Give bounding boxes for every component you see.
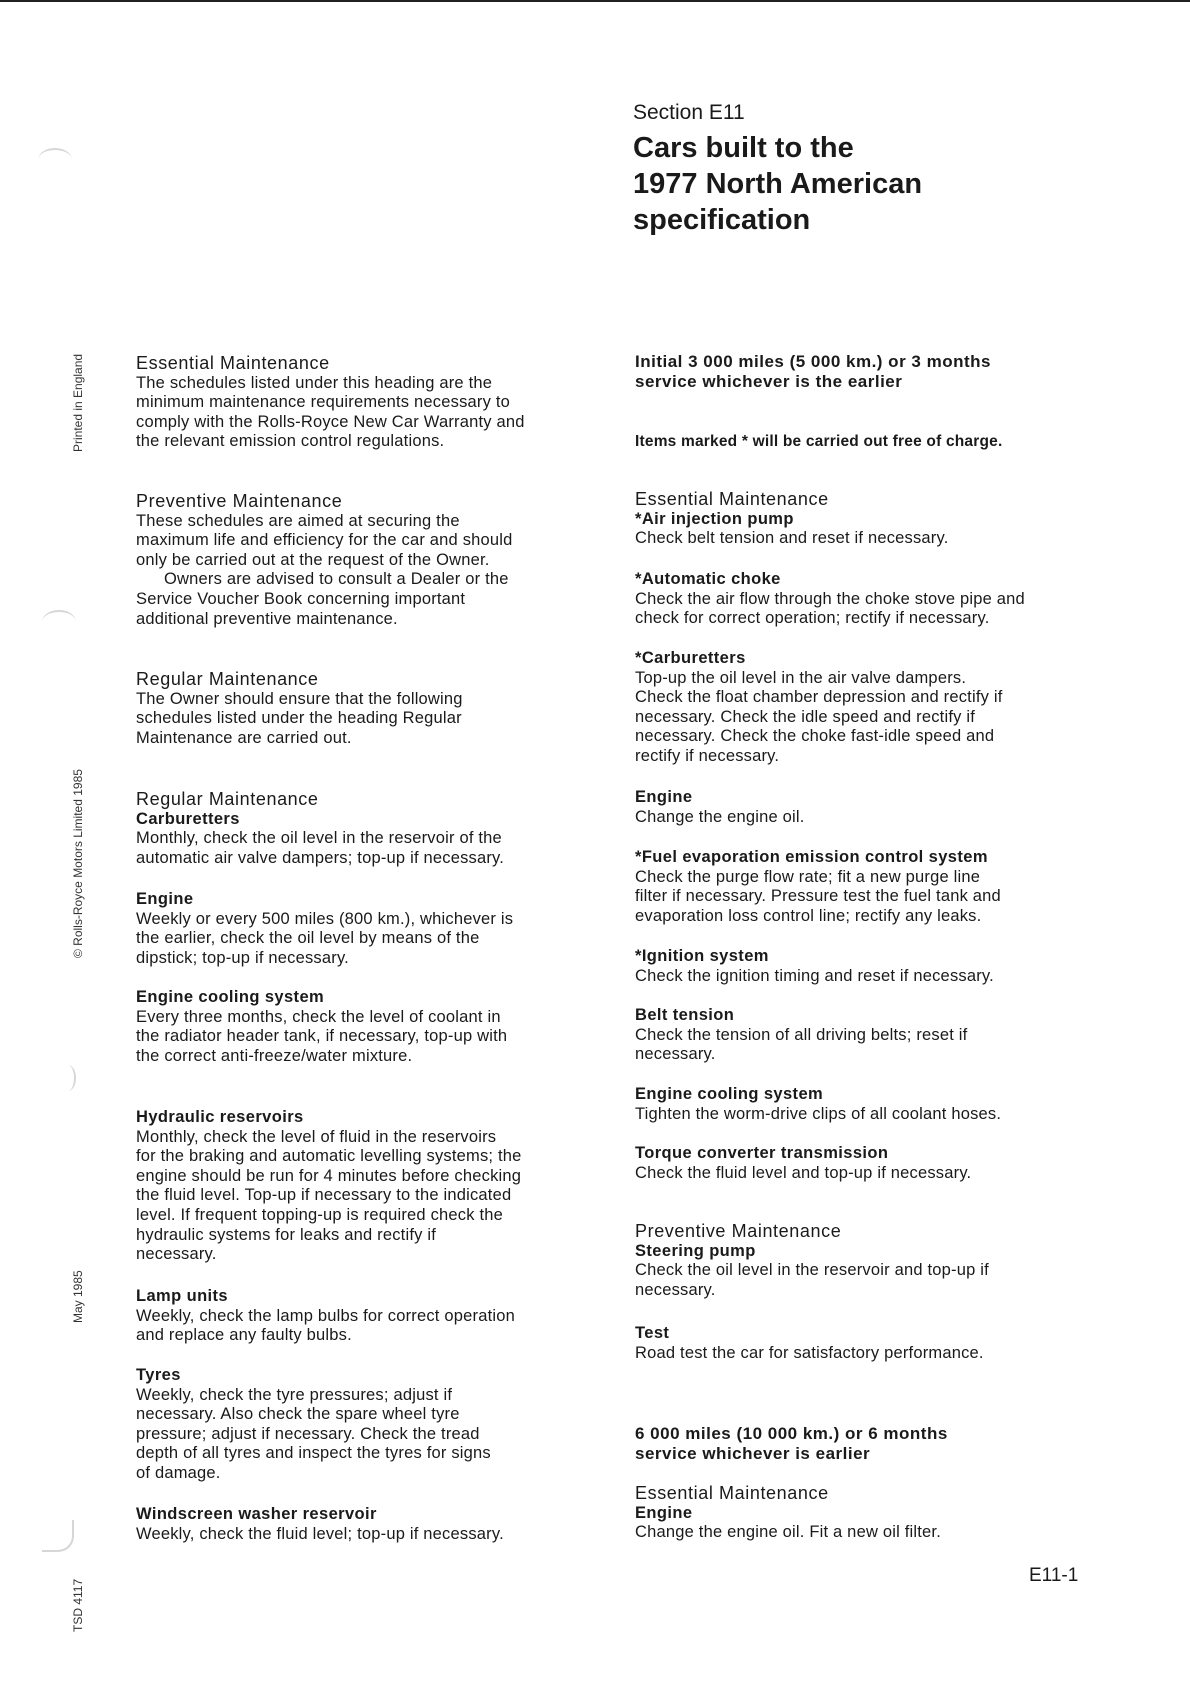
item-title: Carburetters xyxy=(136,809,240,828)
side-printed-in-england: Printed in England xyxy=(71,353,85,452)
left-regular-block: Regular Maintenance Carburetters Monthly, check the oil level in the reservoir of the automatic air valve dampers; top-up if necessary. xyxy=(136,790,606,868)
right-service2-block: 6 000 miles (10 000 km.) or 6 months service whichever is earlier xyxy=(635,1424,948,1463)
regular-heading: Regular Maintenance xyxy=(136,789,319,809)
regular-intro-heading: Regular Maintenance xyxy=(136,669,319,689)
item-title: Engine cooling system xyxy=(136,988,325,1006)
item-title: Lamp units xyxy=(136,1287,229,1305)
right-ignition-block: *Ignition system Check the ignition timing and reset if necessary. xyxy=(635,947,1115,986)
item-title: Engine xyxy=(136,890,194,908)
free-of-charge-note: Items marked * will be carried out free of charge. xyxy=(635,433,1003,450)
essential-heading: Essential Maintenance xyxy=(635,1483,829,1503)
essential-heading: Essential Maintenance xyxy=(635,489,829,509)
item-title: *Ignition system xyxy=(635,947,769,965)
right-test-block: Test Road test the car for satisfactory performance. xyxy=(635,1324,1115,1363)
right-belt-block: Belt tension Check the tension of all driving belts; reset if necessary. xyxy=(635,1006,1115,1065)
right-essential2-block: Essential Maintenance Engine Change the engine oil. Fit a new oil filter. xyxy=(635,1484,1115,1543)
right-torque-block: Torque converter transmission Check the fluid level and top-up if necessary. xyxy=(635,1144,1115,1183)
preventive-heading: Preventive Maintenance xyxy=(136,491,343,511)
left-hydraulic-block: Hydraulic reservoirs Monthly, check the level of fluid in the reservoirs for the braking and automatic levelling systems; the engine should be run for 4 minutes before checking the fluid level. Top-up if necessary to the indicated level. If frequent topping-up is required check the hydraulic systems for leaks and rectify if necessary. xyxy=(136,1108,606,1265)
left-preventive-block: Preventive Maintenance These schedules are aimed at securing the maximum life and efficiency for the car and should only be carried out at the request of the Owner. Owners are advised to consult a Dealer or the Service Voucher Book concerning important additional preventive maintenance. xyxy=(136,492,606,629)
item-title: Hydraulic reservoirs xyxy=(136,1108,304,1126)
left-washer-block: Windscreen washer reservoir Weekly, check the fluid level; top-up if necessary. xyxy=(136,1505,606,1544)
side-copyright: © Rolls-Royce Motors Limited 1985 xyxy=(71,769,85,958)
punch-hole-mark xyxy=(60,1065,76,1091)
right-carburetters-block: *Carburetters Top-up the oil level in the air valve dampers. Check the float chamber depression and rectify if necessary. Check the idle speed and rectify if necessary. Check the choke fast-idle speed and rectify if necessary. xyxy=(635,649,1115,767)
section-title: Cars built to the 1977 North American specification xyxy=(633,132,923,236)
item-title: Engine xyxy=(635,1503,693,1522)
essential-heading: Essential Maintenance xyxy=(136,353,330,373)
item-title: *Fuel evaporation emission control system xyxy=(635,848,988,866)
item-title: Torque converter transmission xyxy=(635,1144,889,1162)
item-title: *Carburetters xyxy=(635,649,746,667)
right-cooling-block: Engine cooling system Tighten the worm-drive clips of all coolant hoses. xyxy=(635,1085,1115,1124)
item-title: Engine cooling system xyxy=(635,1085,824,1103)
item-title: *Automatic choke xyxy=(635,570,781,588)
side-reference: TSD 4117 xyxy=(71,1578,85,1632)
left-cooling-block: Engine cooling system Every three months, check the level of coolant in the radiator header tank, if necessary, top-up with the correct anti-freeze/water mixture. xyxy=(136,988,606,1066)
item-title: Test xyxy=(635,1324,670,1342)
right-essential-block: Essential Maintenance *Air injection pump Check belt tension and reset if necessary. xyxy=(635,490,1115,549)
left-tyres-block: Tyres Weekly, check the tyre pressures; adjust if necessary. Also check the spare wheel tyre pressure; adjust if necessary. Check the tread depth of all tyres and inspect the tyres for signs of damage. xyxy=(136,1366,606,1484)
punch-hole-mark xyxy=(42,1520,74,1552)
side-date: May 1985 xyxy=(71,1270,85,1323)
right-fuel-evap-block: *Fuel evaporation emission control system Check the purge flow rate; fit a new purge line filter if necessary. Pressure test the fuel tank and evaporation loss control line; rectify any leaks. xyxy=(635,848,1115,926)
page-number: E11-1 xyxy=(1029,1565,1079,1586)
item-title: Belt tension xyxy=(635,1006,735,1024)
item-title: Steering pump xyxy=(635,1241,756,1260)
item-title: Windscreen washer reservoir xyxy=(136,1505,377,1523)
section-label: Section E11 xyxy=(633,101,745,124)
punch-hole-mark xyxy=(38,148,72,172)
punch-hole-mark xyxy=(42,610,76,634)
page-top-border xyxy=(0,0,1190,2)
item-title: Engine xyxy=(635,788,693,806)
right-engine-block: Engine Change the engine oil. xyxy=(635,788,1115,827)
preventive-heading: Preventive Maintenance xyxy=(635,1221,842,1241)
right-service1-block: Initial 3 000 miles (5 000 km.) or 3 months service whichever is the earlier xyxy=(635,352,991,391)
right-choke-block: *Automatic choke Check the air flow through the choke stove pipe and check for correct operation; rectify if necessary. xyxy=(635,570,1115,629)
left-lamp-block: Lamp units Weekly, check the lamp bulbs for correct operation and replace any faulty bulbs. xyxy=(136,1287,606,1346)
right-preventive-block: Preventive Maintenance Steering pump Check the oil level in the reservoir and top-up if necessary. xyxy=(635,1222,1115,1300)
item-title: *Air injection pump xyxy=(635,509,794,528)
left-engine-block: Engine Weekly or every 500 miles (800 km.), whichever is the earlier, check the oil level by means of the dipstick; top-up if necessary. xyxy=(136,890,606,968)
left-essential-block: Essential Maintenance The schedules listed under this heading are the minimum maintenance requirements necessary to comply with the Rolls-Royce New Car Warranty and the relevant emission control regulations. xyxy=(136,354,606,452)
left-regular-intro-block: Regular Maintenance The Owner should ensure that the following schedules listed under the heading Regular Maintenance are carried out. xyxy=(136,670,606,748)
item-title: Tyres xyxy=(136,1366,181,1384)
